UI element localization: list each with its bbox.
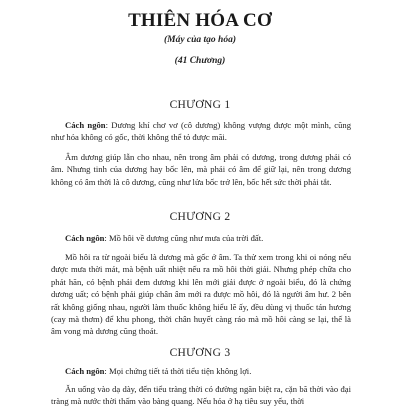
chapter-3-maxim (51, 365, 351, 377)
maxim-label: Cách ngôn (65, 366, 105, 376)
maxim-label: Cách ngôn (65, 120, 106, 130)
chapter-2-body: Mồ hôi ra từ ngoài biểu là dương mà gốc ở âm. Ta thử xem trong khi oi nóng nếu được mưa thời mát, mà bệnh uất nhiệt nếu ra mồ hôi thời giải. Nhưng phép chữa cho phát hãn, có bệnh phải đem dương khi lên mới giải được ở ngoài biểu, đó là chứng dương uất; có bệnh phải giúp chân âm mới ra được mồ hôi, đó là người âm hư. 2 bên rất không giống nhau, người làm thuốc không hiểu lẽ ấy, đều dùng vị thuốc tán hương (cay mà thơm) để khu phong, thời chân huyết càng ráo mà mồ hôi càng se lại, thế là âm vong mà dương cũng thoát. (51, 252, 351, 337)
chapter-1-body: Âm dương giúp lẫn cho nhau, nên trong âm phải có dương, trong dương phải có âm. Nhưng tinh của dương hay bốc lên, mà phải có âm để giữ lại, nên trong dương không có âm thời là cô dương, cũng như lửa bốc trở lên, bốc hết sức thời phải tắt. (51, 152, 351, 187)
maxim-text: : Mồ hôi về dương cũng như mưa của trời đất. (104, 233, 264, 243)
chapter-2-heading: CHƯƠNG 2 (169, 211, 231, 223)
chapter-3-body: Ăn uống vào dạ dày, đến tiểu tràng thời có đường ngăn biệt ra, cặn bã thời vào đại tràng mà nước thời thấm vào bàng quang. Nếu hỏa ở hạ tiêu suy yếu, thời (51, 384, 351, 407)
chapter-3-heading: CHƯƠNG 3 (169, 347, 231, 359)
chapter-1-heading: CHƯƠNG 1 (169, 99, 231, 111)
maxim-label: Cách ngôn (65, 233, 105, 243)
chapter-count: (41 Chương) (174, 56, 226, 66)
maxim-text: : Dương khí chơ vơ (cô dương) không vượng được một mình, cũng như hỏa không có gốc, thời không thể tỏ được mãi. (51, 120, 351, 143)
chapter-2-maxim (51, 232, 351, 244)
maxim-text: : Mọi chứng tiết tả thời tiểu tiện không lợi. (104, 366, 252, 376)
chapter-1-maxim (51, 119, 351, 144)
book-subtitle: (Máy của tạo hóa) (163, 35, 237, 45)
book-title: THIÊN HÓA CƠ (128, 10, 272, 31)
